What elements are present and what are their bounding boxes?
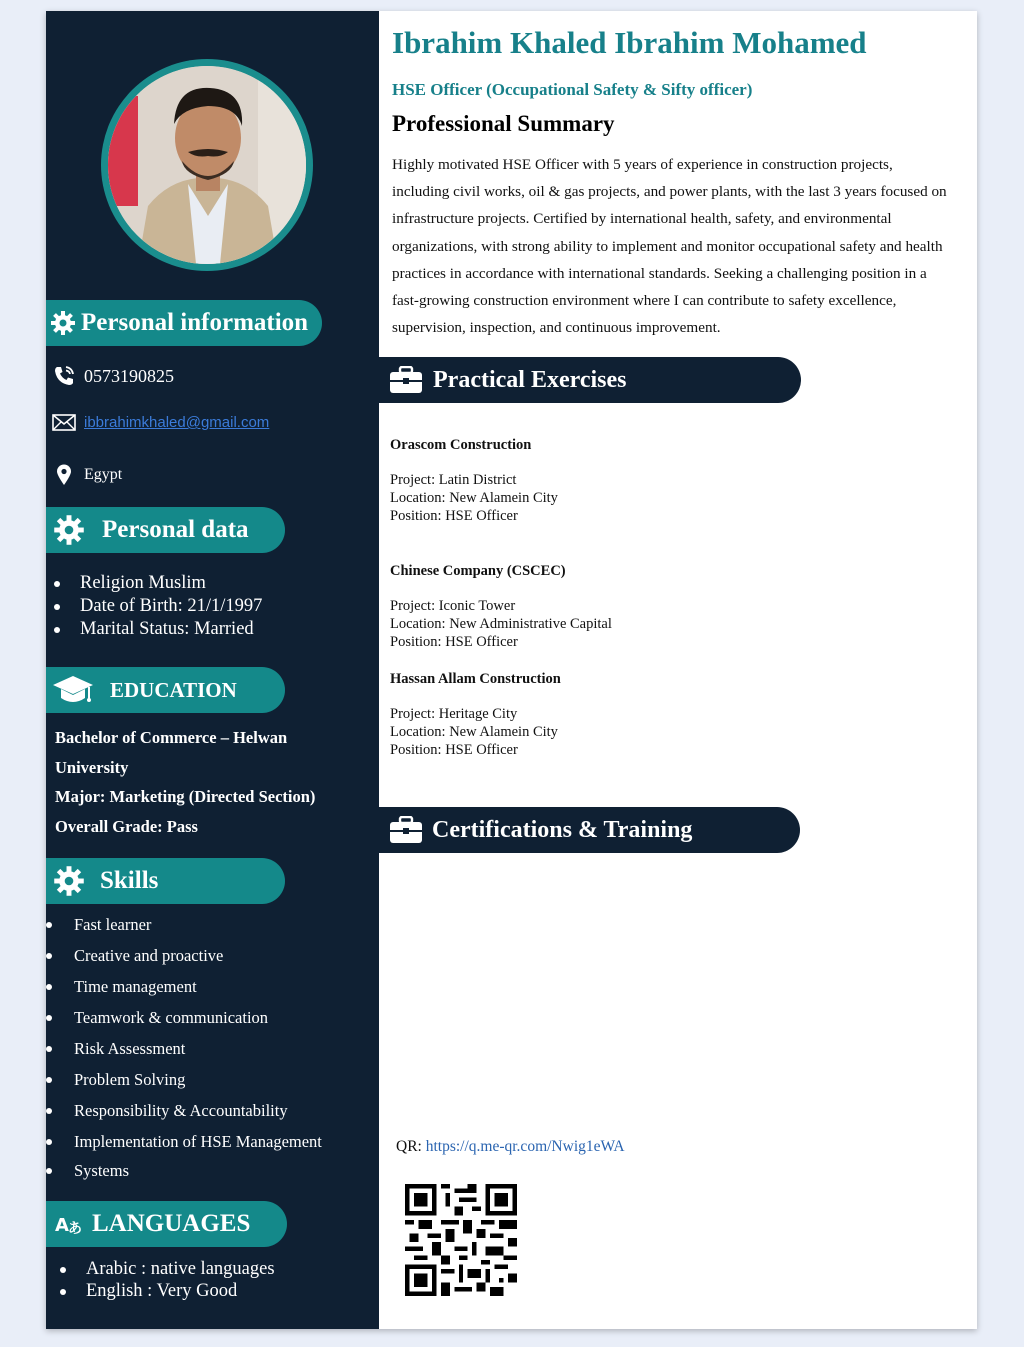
summary-text <box>392 151 970 341</box>
certification-item: Occupational Safety & Health Institute: <box>395 1036 791 1064</box>
svg-text:あ: あ <box>68 1221 82 1237</box>
summary-line: infrastructure projects. Certified by international health, safety, and environmental <box>392 210 892 228</box>
personal-information-header <box>46 300 322 346</box>
job-company: Chinese Company (CSCEC) <box>390 563 566 579</box>
skill-item: Systems <box>46 1155 322 1186</box>
mail-icon <box>52 414 76 431</box>
location-text: Egypt <box>84 466 123 483</box>
main-content <box>379 11 977 1329</box>
job-position: Position: HSE Officer <box>390 634 518 650</box>
language-item: English : Very Good <box>46 1281 275 1303</box>
summary-line: fast-growing construction environment where I can contribute to safety excellence, <box>392 292 897 310</box>
personal-data-header <box>46 507 285 553</box>
summary-line: including civil works, oil & gas projects, and power plants, with the last 3 years focused on <box>392 183 947 201</box>
phone-row <box>52 365 174 387</box>
location-row <box>52 464 122 486</box>
skill-item: Implementation of HSE Management <box>46 1126 322 1157</box>
personal-data-item: Religion Muslim <box>46 572 262 595</box>
education-header <box>46 667 285 713</box>
skill-item: Creative and proactive <box>46 940 322 971</box>
personal-data-item: Marital Status: Married <box>46 618 262 641</box>
candidate-name: Ibrahim Khaled Ibrahim Mohamed <box>392 25 867 60</box>
skill-item: Fast learner <box>46 909 322 940</box>
certifications-title: Certifications & Training <box>432 816 693 843</box>
location-pin-icon <box>52 464 76 486</box>
education-title: EDUCATION <box>110 677 237 702</box>
qr-code-icon <box>405 1184 517 1296</box>
job-position: Position: HSE Officer <box>390 508 518 524</box>
summary-line: supervision, inspection, and continuous improvement. <box>392 319 721 337</box>
summary-line: organizations, with strong ability to implement and monitor occupational safety and health <box>392 237 943 255</box>
certification-item: Environmental Health & Safety Academy: <box>395 923 791 951</box>
job-entry <box>390 437 558 525</box>
certification-item: Fire Fighting & Emergency Evacuation Plans <box>395 1064 791 1092</box>
qr-line <box>396 1138 625 1156</box>
job-company: Hassan Allam Construction <box>390 671 561 687</box>
certification-item: OSHA – 30 Hours Construction Safety (American Academy) <box>395 867 791 895</box>
languages-title: LANGUAGES <box>92 1210 251 1237</box>
candidate-role: HSE Officer (Occupational Safety & Sifty officer) <box>392 80 753 99</box>
job-location: Location: New Administrative Capital <box>390 616 612 632</box>
job-location: Location: New Alamein City <box>390 724 558 740</box>
svg-text:A: A <box>55 1215 69 1236</box>
gear-icon <box>48 310 78 336</box>
phone-icon <box>52 365 76 387</box>
briefcase-icon <box>389 366 423 394</box>
certification-item: Certified Scaffolding Competent Person <box>395 980 791 1008</box>
skill-item: Risk Assessment <box>46 1033 322 1064</box>
skill-item: Responsibility & Accountability <box>46 1095 322 1126</box>
profile-photo-frame <box>101 59 313 271</box>
profile-photo <box>108 66 306 264</box>
education-details <box>55 723 355 841</box>
certification-item: Lifting & Rigging Operations <box>395 952 791 980</box>
qr-label: QR: <box>396 1138 422 1155</box>
job-location: Location: New Alamein City <box>390 490 558 506</box>
gear-icon <box>50 514 88 546</box>
phone-number: 0573190825 <box>84 365 174 386</box>
languages-list <box>46 1259 275 1302</box>
skills-header <box>46 858 285 904</box>
languages-header <box>46 1201 287 1247</box>
summary-line: practices in accordance with international standards. Seeking a challenging position in a <box>392 264 927 282</box>
job-position: Position: HSE Officer <box>390 742 518 758</box>
certification-item: Scaffolding Inspection & Examination <box>395 1008 791 1036</box>
skill-item: Teamwork & communication <box>46 1002 322 1033</box>
job-project: Project: Latin District <box>390 472 517 488</box>
education-line: Bachelor of Commerce – Helwan <box>55 728 288 747</box>
job-company: Orascom Construction <box>390 437 532 453</box>
briefcase-icon <box>389 816 423 844</box>
skill-item: Problem Solving <box>46 1064 322 1095</box>
education-line: Overall Grade: Pass <box>55 816 198 836</box>
education-line: University <box>55 757 129 777</box>
certification-item: First Aid Course – Egyptian Red Crescent Certified <box>395 1093 791 1121</box>
resume-page <box>46 11 977 1329</box>
summary-title: Professional Summary <box>392 111 615 136</box>
email-link[interactable]: ibbrahimkhaled@gmail.com <box>84 414 270 431</box>
experience-title: Practical Exercises <box>433 366 627 393</box>
translate-icon <box>54 1211 88 1237</box>
qr-link[interactable]: https://q.me-qr.com/Nwig1eWA <box>425 1138 625 1155</box>
job-project: Project: Heritage City <box>390 706 518 722</box>
certifications-header <box>379 807 800 853</box>
certification-item: IOSH – Managing Safely (UK) <box>395 895 791 923</box>
language-item: Arabic : native languages <box>46 1259 275 1281</box>
personal-data-title: Personal data <box>102 516 249 543</box>
skills-title: Skills <box>100 867 159 894</box>
education-line: Major: Marketing (Directed Section) <box>55 787 316 806</box>
graduation-cap-icon <box>50 673 96 707</box>
summary-line: Highly motivated HSE Officer with 5 years of experience in construction projects, <box>392 156 893 173</box>
personal-information-title: Personal information <box>81 309 309 336</box>
certifications-list <box>395 867 791 1121</box>
skill-item: Time management <box>46 971 322 1002</box>
experience-header <box>379 357 801 403</box>
job-entry <box>390 671 561 759</box>
sidebar <box>46 11 379 1329</box>
job-entry <box>390 563 612 651</box>
gear-icon <box>51 865 87 897</box>
personal-data-list <box>46 572 262 641</box>
job-project: Project: Iconic Tower <box>390 598 516 614</box>
email-row <box>52 414 269 431</box>
personal-data-item: Date of Birth: 21/1/1997 <box>46 595 262 618</box>
skills-list <box>46 909 322 1186</box>
